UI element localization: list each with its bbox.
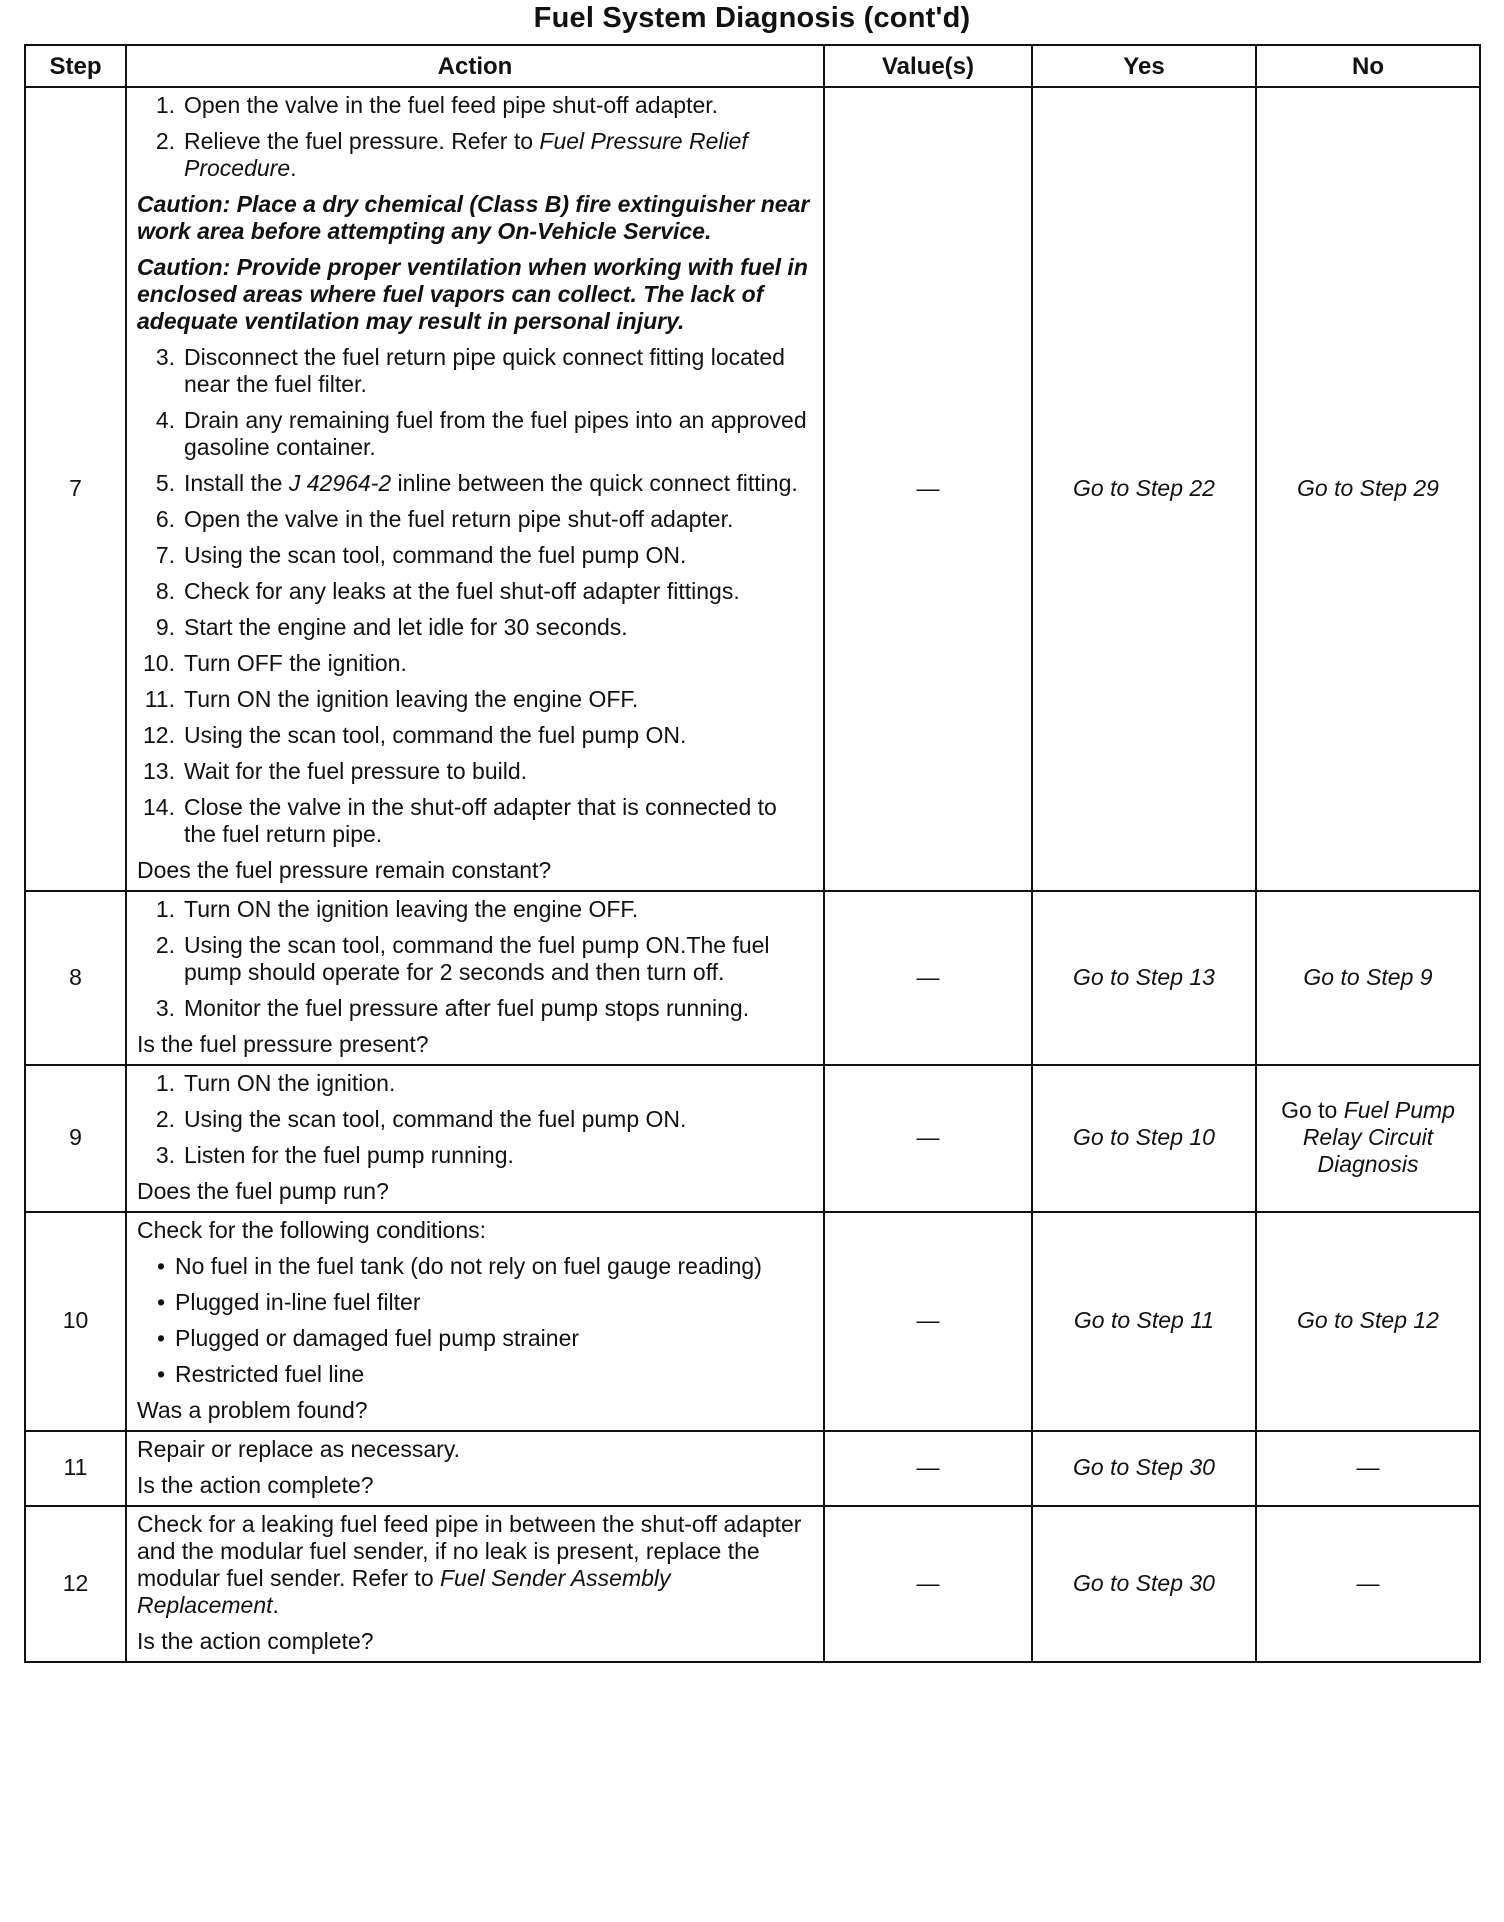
question-text: Is the action complete?: [137, 1628, 374, 1654]
list-item: [137, 1106, 813, 1133]
reference-link[interactable]: Fuel Sender Assembly Replacement: [137, 1565, 671, 1618]
item-number: 1.: [155, 896, 175, 922]
item-text: Start the engine and let idle for 30 seconds.: [184, 614, 628, 640]
no-link-prefix: Go to: [1281, 1097, 1344, 1123]
list-item: [137, 932, 813, 986]
value-cell: —: [824, 1506, 1032, 1662]
no-value: —: [1256, 1506, 1480, 1662]
action-cell: [126, 891, 824, 1065]
item-text-end: inline between the quick connect fitting.: [391, 470, 798, 496]
item-number: 2.: [155, 128, 175, 154]
list-item: [137, 722, 813, 749]
question-text: Was a problem found?: [137, 1397, 368, 1423]
list-item: [137, 758, 813, 785]
list-item: [137, 578, 813, 605]
item-text: Wait for the fuel pressure to build.: [184, 758, 528, 784]
list-item: [137, 1289, 813, 1316]
intro-text: Check for the following conditions:: [137, 1217, 487, 1243]
item-text: Open the valve in the fuel feed pipe shut-off adapter.: [184, 92, 719, 118]
item-text: Relieve the fuel pressure. Refer to: [184, 128, 540, 154]
step-number: 11: [25, 1431, 126, 1506]
question-text: Is the fuel pressure present?: [137, 1031, 429, 1057]
action-text-end: .: [272, 1592, 279, 1618]
item-number: 13.: [143, 758, 175, 784]
table-row: [25, 1431, 1480, 1506]
item-text: Install the: [184, 470, 289, 496]
list-item: [137, 650, 813, 677]
question-text: Is the action complete?: [137, 1472, 374, 1498]
list-item: [137, 614, 813, 641]
item-text: Disconnect the fuel return pipe quick connect fitting located near the fuel filter.: [184, 344, 785, 397]
item-text: Using the scan tool, command the fuel pump ON.: [184, 542, 687, 568]
yes-link[interactable]: Go to Step 30: [1032, 1431, 1256, 1506]
list-item: [137, 506, 813, 533]
yes-link[interactable]: Go to Step 22: [1032, 87, 1256, 891]
list-item: [137, 1325, 813, 1352]
item-text: Drain any remaining fuel from the fuel pipes into an approved gasoline container.: [184, 407, 807, 460]
action-cell: [126, 1431, 824, 1506]
table-row: [25, 891, 1480, 1065]
item-text: Check for any leaks at the fuel shut-off adapter fittings.: [184, 578, 740, 604]
no-link[interactable]: Go to Step 9: [1256, 891, 1480, 1065]
item-number: 2.: [155, 1106, 175, 1132]
question-text: Does the fuel pressure remain constant?: [137, 857, 552, 883]
bullet-icon: •: [156, 1325, 165, 1351]
action-cell: [126, 87, 824, 891]
procedure-list: [137, 92, 813, 182]
item-number: 2.: [155, 932, 175, 958]
header-action: Action: [126, 45, 824, 87]
procedure-list: [137, 896, 813, 1022]
list-item: [137, 1253, 813, 1280]
action-text: Repair or replace as necessary.: [137, 1436, 460, 1462]
question-text: Does the fuel pump run?: [137, 1178, 389, 1204]
header-row: [25, 45, 1480, 87]
item-text: Using the scan tool, command the fuel pump ON.: [184, 722, 687, 748]
header-values: Value(s): [824, 45, 1032, 87]
list-item: [137, 92, 813, 119]
value-cell: —: [824, 1212, 1032, 1431]
item-number: 6.: [155, 506, 175, 532]
item-text: Using the scan tool, command the fuel pump ON.The fuel pump should operate for 2 seconds and then turn off.: [184, 932, 770, 985]
list-item: [137, 1361, 813, 1388]
item-number: 7.: [155, 542, 175, 568]
value-cell: —: [824, 1065, 1032, 1212]
item-number: 8.: [155, 578, 175, 604]
reference-link[interactable]: Fuel Pressure Relief Procedure: [184, 128, 748, 181]
list-item: [137, 470, 813, 497]
bullet-icon: •: [156, 1289, 165, 1315]
value-cell: —: [824, 87, 1032, 891]
caution-note: Caution: Place a dry chemical (Class B) fire extinguisher near work area before attempting any On-Vehicle Service.: [137, 191, 810, 244]
yes-link[interactable]: Go to Step 11: [1032, 1212, 1256, 1431]
item-text: Turn ON the ignition leaving the engine OFF.: [184, 686, 639, 712]
list-item: [137, 686, 813, 713]
yes-link[interactable]: Go to Step 10: [1032, 1065, 1256, 1212]
condition-list: [137, 1253, 813, 1388]
item-number: 5.: [155, 470, 175, 496]
bullet-icon: •: [156, 1361, 165, 1387]
action-text: [137, 1511, 813, 1619]
no-link[interactable]: Go to Step 29: [1256, 87, 1480, 891]
action-cell: [126, 1212, 824, 1431]
item-number: 11.: [144, 686, 175, 712]
list-item: [137, 542, 813, 569]
yes-link[interactable]: Go to Step 13: [1032, 891, 1256, 1065]
list-item: [137, 407, 813, 461]
step-number: 7: [25, 87, 126, 891]
item-text: Using the scan tool, command the fuel pump ON.: [184, 1106, 687, 1132]
value-cell: —: [824, 1431, 1032, 1506]
no-link-reference[interactable]: Fuel Pump Relay Circuit Diagnosis: [1302, 1097, 1455, 1177]
bullet-icon: •: [156, 1253, 165, 1279]
page-title: Fuel System Diagnosis (cont'd): [533, 2, 971, 34]
list-item: [137, 896, 813, 923]
item-text: Close the valve in the shut-off adapter that is connected to the fuel return pipe.: [184, 794, 777, 847]
header-no: No: [1256, 45, 1480, 87]
caution-note: Caution: Provide proper ventilation when working with fuel in enclosed areas where fuel vapors can collect. The lack of adequate ventilation may result in personal injury.: [137, 254, 808, 334]
item-number: 1.: [155, 92, 175, 118]
item-number: 14.: [143, 794, 175, 820]
step-number: 12: [25, 1506, 126, 1662]
item-text: No fuel in the fuel tank (do not rely on fuel gauge reading): [175, 1253, 762, 1279]
item-text: Restricted fuel line: [175, 1361, 365, 1387]
item-text: Plugged or damaged fuel pump strainer: [175, 1325, 580, 1351]
list-item: [137, 344, 813, 398]
step-number: 10: [25, 1212, 126, 1431]
item-text: Turn ON the ignition.: [184, 1070, 396, 1096]
header-step: Step: [25, 45, 126, 87]
table-row: [25, 87, 1480, 891]
item-number: 10.: [143, 650, 175, 676]
action-text-main: Check for a leaking fuel feed pipe in between the shut-off adapter and the modular fuel sender, if no leak is present, replace the modular fuel sender. Refer to: [137, 1511, 802, 1591]
item-number: 4.: [155, 407, 175, 433]
action-cell: [126, 1065, 824, 1212]
list-item: [137, 995, 813, 1022]
item-text: Listen for the fuel pump running.: [184, 1142, 514, 1168]
item-text: Turn OFF the ignition.: [184, 650, 407, 676]
action-cell: [126, 1506, 824, 1662]
item-number: 1.: [155, 1070, 175, 1096]
item-text: Monitor the fuel pressure after fuel pump stops running.: [184, 995, 750, 1021]
procedure-list: [137, 1070, 813, 1169]
no-link[interactable]: Go to Step 12: [1256, 1212, 1480, 1431]
table-row: [25, 1506, 1480, 1662]
step-number: 8: [25, 891, 126, 1065]
item-text: Turn ON the ignition leaving the engine OFF.: [184, 896, 639, 922]
item-number: 12.: [143, 722, 175, 748]
item-number: 3.: [155, 344, 175, 370]
tool-name: J 42964-2: [288, 470, 392, 496]
list-item: [137, 794, 813, 848]
procedure-list: [137, 344, 813, 848]
list-item: [137, 1070, 813, 1097]
item-number: 3.: [155, 1142, 175, 1168]
list-item: [137, 128, 813, 182]
value-cell: —: [824, 891, 1032, 1065]
item-number: 9.: [155, 614, 175, 640]
table-row: [25, 1212, 1480, 1431]
item-text-end: .: [290, 155, 297, 181]
yes-link[interactable]: Go to Step 30: [1032, 1506, 1256, 1662]
item-text: Open the valve in the fuel return pipe shut-off adapter.: [184, 506, 734, 532]
header-yes: Yes: [1032, 45, 1256, 87]
item-number: 3.: [155, 995, 175, 1021]
list-item: [137, 1142, 813, 1169]
step-number: 9: [25, 1065, 126, 1212]
item-text: Plugged in-line fuel filter: [175, 1289, 421, 1315]
diagnosis-table: [24, 44, 1481, 1663]
no-link[interactable]: [1256, 1065, 1480, 1212]
table-row: [25, 1065, 1480, 1212]
no-value: —: [1256, 1431, 1480, 1506]
